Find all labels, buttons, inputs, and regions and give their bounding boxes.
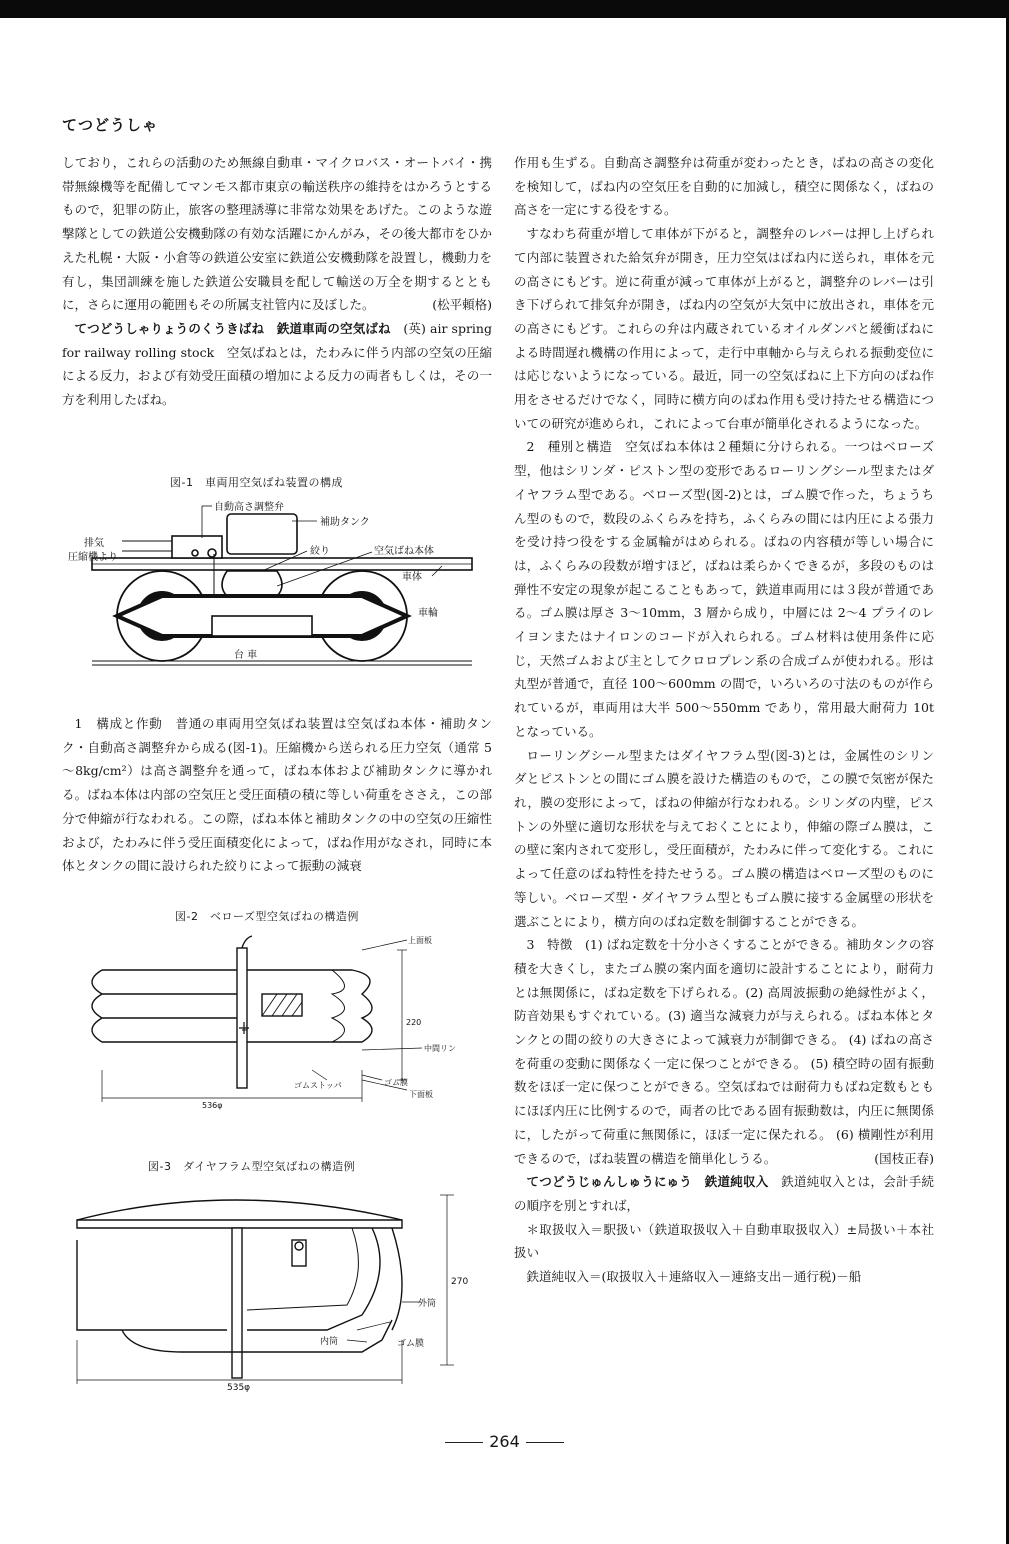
paragraph [514,933,934,1170]
paragraph-text: しており，これらの活動のため無線自動車・マイクロバス・オートバイ・携帯無線機等を配備してマンモス都市東京の輸送秩序の維持をはかろうとするもので，犯罪の防止，旅客の整理誘導に非常な効果をあげた。このような遊撃隊としての鉄道公安機動隊の有効な活躍にかんがみ，その後大都市をひかえた札幌・大阪・小倉等の鉄道公安室に鉄道公安機動隊を設置し，機動力を有し，集団訓練を施した鉄道公安職員を配して輸送の万全を期するとともに，さらに運用の範囲もその所属支社管内に及ぼした。 [62,155,492,313]
figure1-label-exhaust: 排気 [84,538,104,549]
figure2-label-upper: 上面板 [408,936,432,945]
entry-definition: 空気ばねとは，たわみに伴う内部の空気の圧縮による反力，および有効受圧面積の増加による反力の両者もしくは，その一方を利用したばね。 [62,344,492,408]
figure1-label-compressor: 圧縮機より [68,552,118,563]
paragraph: 作用も生ずる。自動高さ調整弁は荷重が変わったとき，ばねの高さの変化を検知して，ばね内の空気圧を自動的に加減し，積空に関係なく，ばねの高さを一定にする役をする。 [514,155,934,218]
figure1-label-wheel: 車輪 [418,608,438,619]
figure3-dim-height: 270 [451,1277,469,1287]
figure3-dim-diameter: 535φ [227,1383,251,1393]
paragraph: ローリングシール型またはダイヤフラム型(図-3)とは，金属性のシリンダとピストンとの間にゴム膜を設けた構造のもので，この膜で気密が保たれ，膜の変形によって，ばねの伸縮が行なわれる。シリンダの内壁，ピストンの外壁に適切な形状を与えておくことにより，伸縮の際ゴム膜は，この壁に案内されて変形し，受圧面積が，たわみに伴って変化する。これによって任意のばね特性を持たせうる。ゴム膜の構造はベローズ型のものに等しい。ベローズ型・ダイヤフラム型ともゴム膜に接する金属壁の形状を選ぶことにより，横方向のばね定数を制御することができる。 [514,747,934,929]
entry-railway-net-income [514,1170,934,1217]
paragraph: すなわち荷重が増して車体が下がると，調整弁のレバーは押し上げられて内部に装置された給気弁が開き，圧力空気はばね内に送られ，車体を元の高さにもどす。逆に荷重が減って車体が上がると，調整弁のレバーは引き下げられて排気弁が開き，ばね内の空気が大気中に放出され，車体を元の高さにもどす。これらの弁は内蔵されているオイルダンパと緩衝ばねによる時間遅れ機構の作用によって，走行中車軸から与えられる振動変位には応じないようになっている。最近，同一の空気ばねに上下方向のばね作用をさせるだけでなく，同時に横方向のばね作用も受け持たせる構造についての研究が進められ，これによって台車が簡単化されるようになった。 [514,226,934,431]
figure2-label-lower: 下面板 [409,1090,433,1099]
figure1-label-orifice: 絞り [310,546,330,557]
author-credit: (国枝正春) [874,1150,934,1166]
entry-english: (英) air spring for railway rolling stock [62,320,492,360]
running-head: てつどうしゃ [62,116,159,134]
figure3-caption: 図-3 ダイヤフラム型空気ばねの構造例 [148,1160,356,1173]
entry-air-spring [62,317,492,412]
figure2-label-membrane: ゴム膜 [384,1078,408,1087]
figure1-label-car-body: 車体 [402,572,422,583]
page-number [0,1432,1009,1451]
figure2-dim-height: 220 [406,1018,422,1027]
entry-heading: てつどうじゅんしゅうにゅう 鉄道純収入 [526,1174,769,1190]
top-scan-border [0,0,1009,18]
right-column [514,151,934,1289]
author-credit: (松平頼格) [432,297,492,313]
figure1-label-bogie: 台 車 [234,650,258,661]
figure3-label-membrane: ゴム膜 [397,1339,425,1349]
figure1-caption: 図-1 車両用空気ばね装置の構成 [170,476,343,489]
figure3-diagram [62,1180,492,1395]
paragraph [62,151,492,317]
left-column-lower [62,712,492,878]
figure3-label-inner: 内筒 [320,1337,339,1347]
figure2-label-rubber-stopper: ゴムストッパ [294,1081,342,1090]
figure2-dim-diameter: 536φ [202,1101,223,1110]
paragraph: 1 構成と作動 普通の車両用空気ばね装置は空気ばね本体・補助タンク・自動高さ調整弁から成る(図-1)。圧縮機から送られる圧力空気（通常 5～8kg/cm²）は高さ調整弁を通って，ばね本体および補助タンクに導かれる。ばね本体は内部の空気圧と受圧面積の積に等しい荷重をささえ，この部分で伸縮が行なわれる。この際，ばね本体と補助タンクの中の空気の圧縮性および，たわみに伴う受圧面積変化によって，ばね作用がなされ，同時に本体とタンクの間に設けられた絞りによって振動の減衰 [62,716,492,874]
left-column [62,151,492,412]
figure3-label-outer: 外筒 [418,1299,437,1309]
figure2-diagram [62,930,492,1130]
figure1-label-spring-body: 空気ばね本体 [374,546,434,557]
entry-heading: てつどうしゃりょうのくうきばね 鉄道車両の空気ばね [74,320,391,336]
formula-net-income: 鉄道純収入＝(取扱収入＋連絡収入－連絡支出－通行税)－船 [526,1269,862,1285]
figure2-caption: 図-2 ベローズ型空気ばねの構造例 [175,910,359,923]
page-number-text: 264 [489,1432,520,1451]
figure2-label-ring: 中間リン [424,1044,456,1053]
figure1-label-valve: 自動高さ調整弁 [214,502,284,513]
entry-definition: 鉄道純収入とは，会計手続の順序を別とすれば， [514,1174,934,1213]
formula-handling-income: ＊取扱収入＝駅扱い（鉄道取扱収入＋自動車取扱収入）±局扱い＋本社扱い [514,1221,934,1261]
figure1-diagram [62,496,492,686]
page-number-rule-left [445,1442,483,1443]
figure1-label-tank: 補助タンク [320,517,370,528]
page-number-rule-right [526,1442,564,1443]
paragraph: 2 種別と構造 空気ばね本体は２種類に分けられる。一つはベローズ型，他はシリンダ・ピストン型の変形であるローリングシール型またはダイヤフラム型である。ベローズ型(図-2)とは，ゴム膜で作った，ちょうちん型のもので，数段のふくらみを持ち，ふくらみの間には内圧による張力を受け持つ役をする金属輪がはめられる。ばねの内容積が等しい場合には，ふくらみの段数が増すほど，ばねは柔らかくできるが，多段のものは弾性不安定の現象が起こることもあって，鉄道車両用には３段が普通である。ゴム膜は厚さ 3～10mm，3 層から成り，中層には 2～4 プライのレイヨンまたはナイロンのコードが入れられる。ゴム材料は使用条件に応じ，天然ゴムおよび主としてクロロプレン系の合成ゴムが使われる。形は丸型が普通で，直径 100～600mm の間で，いろいろの寸法のものが作られているが，車両用は大半 500～550mm であり，常用最大耐荷力 10t となっている。 [514,439,934,739]
paragraph-text: 3 特徴 (1) ばね定数を十分小さくすることができる。補助タンクの容積を大きくし，またゴム膜の案内面を適切に設計することにより，耐荷力とは無関係に，ばね定数を下げられる。(2) 高周波振動の絶縁性がよく，防音効果もすぐれている。(3) 適当な減衰力が与えられる。ばね本体とタンクとの間の絞りの大きさによって減衰力が制御できる。 (4) ばねの高さを荷重の変動に関係なく一定に保つことができる。 (5) 積空時の固有振動数をほぼ一定に保つことができる。空気ばねでは耐荷力もばね定数もともにほぼ内圧に比例するので，両者の比である固有振動数は，内圧に無関係に，したがって荷重に無関係に，ほぼ一定に保たれる。 (6) 横剛性が利用できるので，ばね装置の構造を簡単化しうる。 [514,937,934,1166]
